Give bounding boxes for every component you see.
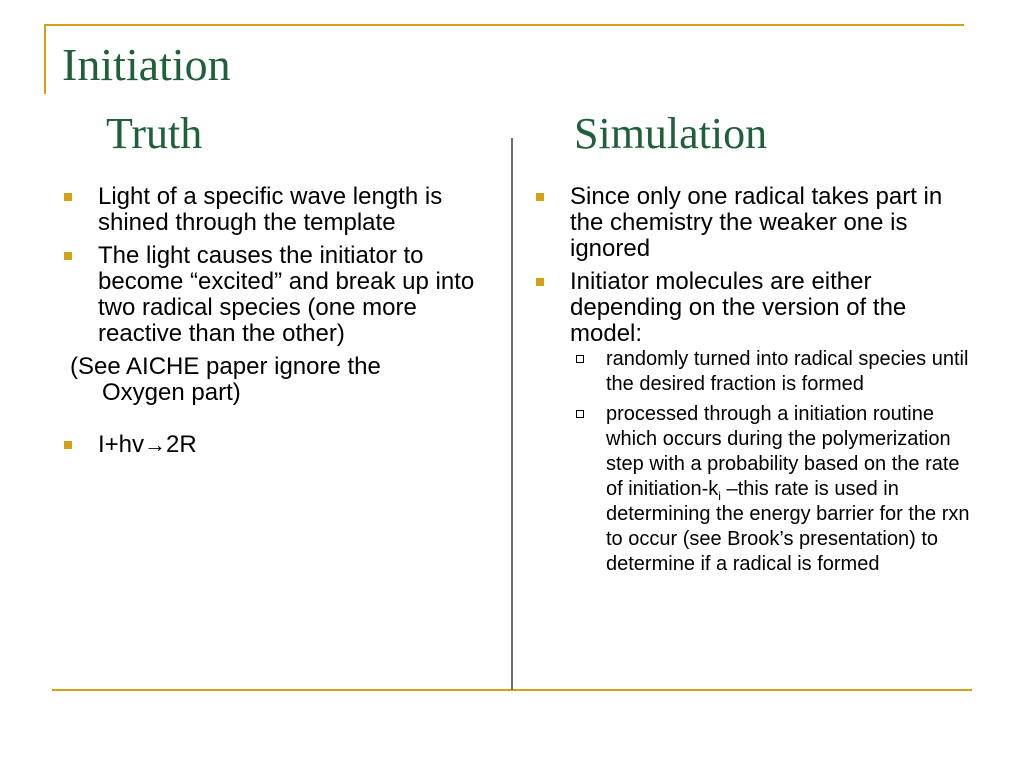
equation-reactants: I+hv	[98, 431, 145, 458]
list-item	[530, 269, 970, 577]
rate-subscript: i	[718, 489, 721, 503]
right-column-heading: Simulation	[574, 109, 768, 158]
hollow-square-bullet-icon	[576, 355, 584, 363]
sub-list-item	[570, 402, 970, 577]
list-item	[530, 184, 970, 262]
slide-title: Initiation	[62, 39, 231, 90]
reference-note	[58, 354, 504, 406]
sub-list-item	[570, 347, 970, 397]
bullet-text: Since only one radical takes part in the chemistry the weaker one is ignored	[570, 183, 943, 262]
list-item	[58, 184, 504, 236]
square-bullet-icon	[536, 278, 544, 286]
square-bullet-icon	[64, 193, 72, 201]
column-divider	[511, 138, 513, 690]
hollow-square-bullet-icon	[576, 410, 584, 418]
right-bullet-list	[530, 184, 970, 577]
square-bullet-icon	[64, 252, 72, 260]
sub-bullet-text: randomly turned into radical species until the desired fraction is formed	[606, 348, 969, 395]
sub-bullet-text: processed through a initiation routine which occurs during the polymerization step with a probability based on the rate of initiation-k	[606, 403, 960, 500]
left-column-heading: Truth	[106, 109, 203, 158]
equation-list	[58, 432, 504, 458]
left-bullet-list	[58, 184, 504, 347]
bullet-text: Initiator molecules are either depending on the version of the model:	[570, 268, 907, 347]
list-item	[58, 243, 504, 347]
note-line: (See AICHE paper ignore the	[70, 353, 381, 380]
left-column	[58, 184, 504, 465]
sub-bullet-list	[570, 347, 970, 577]
right-column	[530, 184, 970, 584]
note-line: Oxygen part)	[102, 379, 241, 406]
right-arrow-icon: →	[144, 432, 167, 457]
left-border-line	[44, 24, 46, 94]
equation-item	[58, 432, 504, 458]
top-border-line	[44, 24, 964, 26]
sub-bullet-text-continued: –this rate is used in determining the energy barrier for the rxn to occur (see Brook’s presentation) to determine if a radical is formed	[606, 478, 970, 575]
bullet-text: Light of a specific wave length is shined through the template	[98, 183, 443, 236]
square-bullet-icon	[536, 193, 544, 201]
square-bullet-icon	[64, 441, 72, 449]
equation-products: 2R	[166, 431, 197, 458]
bullet-text: The light causes the initiator to become “excited” and break up into two radical species (one more reactive than the other)	[98, 242, 475, 347]
